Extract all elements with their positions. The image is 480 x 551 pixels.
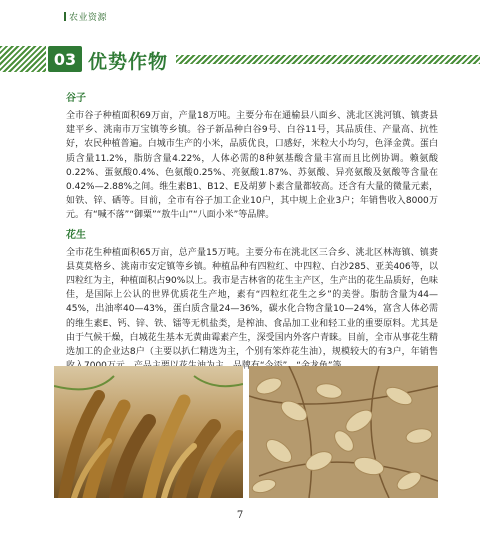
millet-photo xyxy=(54,366,243,498)
tag-bar xyxy=(64,12,66,21)
title-stripe-right xyxy=(176,55,480,64)
millet-heading: 谷子 xyxy=(66,93,86,104)
section-title-band xyxy=(0,46,480,72)
peanut-photo xyxy=(249,366,438,498)
article-body xyxy=(66,92,438,373)
page-number: 7 xyxy=(236,510,244,521)
peanut-paragraph: 全市花生种植面积65万亩，总产量15万吨。主要分布在洮北区三合乡、洮北区林海镇、镇赉县莫莫格乡、洮南市安定镇等乡镇。种植品种有四粒红、中四粒、白沙285、亚美406等，以四粒红为主，种植面积占90%以上。我市是吉林省的花生主产区，生产出的花生品质好，色味佳，是国际上公认的世界优质花生产地，素有“四粒红花生之乡”的美誉。脂肪含量为44—45%，出油率40—43%，蛋白质含量24—36%，碳水化合物含量10—24%，富含人体必需的维生素E、钙、锌、铁、镭等无机盐类，是榨油、食品加工业和轻工业的重要原料。尤其是由于气候干燥，白城花生基本无黄曲霉素产生，深受国内外客户青睐。目前，全市从事花生精选加工的企业达8户（主要以扒仁精选为主，个别有笨炸花生油），规模较大的有3户，年销售 品牌有 xyxy=(66,247,438,372)
photo-row xyxy=(54,366,438,498)
section-title: 优势作物 xyxy=(88,51,169,73)
millet-section xyxy=(66,92,438,223)
section-number-badge: 03 xyxy=(48,46,82,72)
peanut-section xyxy=(66,229,438,374)
section-tag-label: 农业资源 xyxy=(69,13,108,23)
millet-paragraph: 全市谷子种植面积69万亩，产量18万吨。主要分布在通榆县八面乡、洮北区洮河镇、镇赉县建平乡、洮南市万宝镇等乡镇。谷子新品种白谷9号、白谷11号，其品质佳、产量高、抗性好，农民种植普遍。白城市生产的小米，品质优良，口感好，米粒大小均匀，色泽金黄。蛋白质含量11.2%，脂肪含量4.22%，人体必需的8种氨基酸含量丰富而且比例协调。赖氨酸0.22%、蛋氨酸0.4%、色氨酸0.25%、亮氨酸1.87%、苏氨酸、异亮氨酸及氨酸等含量在0.42%—2.88%之间。维生素B1、B12、E及胡萝卜素含量都较高。还含有大量的微量元素，如铁、锌、硒等。目前，全市有谷子加工企业10户，其中规上企业3户；年销售收入8000万元。有“喊不落”“御粟”“敖牛山”“八面小米”等品牌。 xyxy=(66,111,438,221)
title-stripe-left xyxy=(0,46,46,72)
peanut-heading: 花生 xyxy=(66,229,86,241)
section-tag xyxy=(64,10,107,23)
